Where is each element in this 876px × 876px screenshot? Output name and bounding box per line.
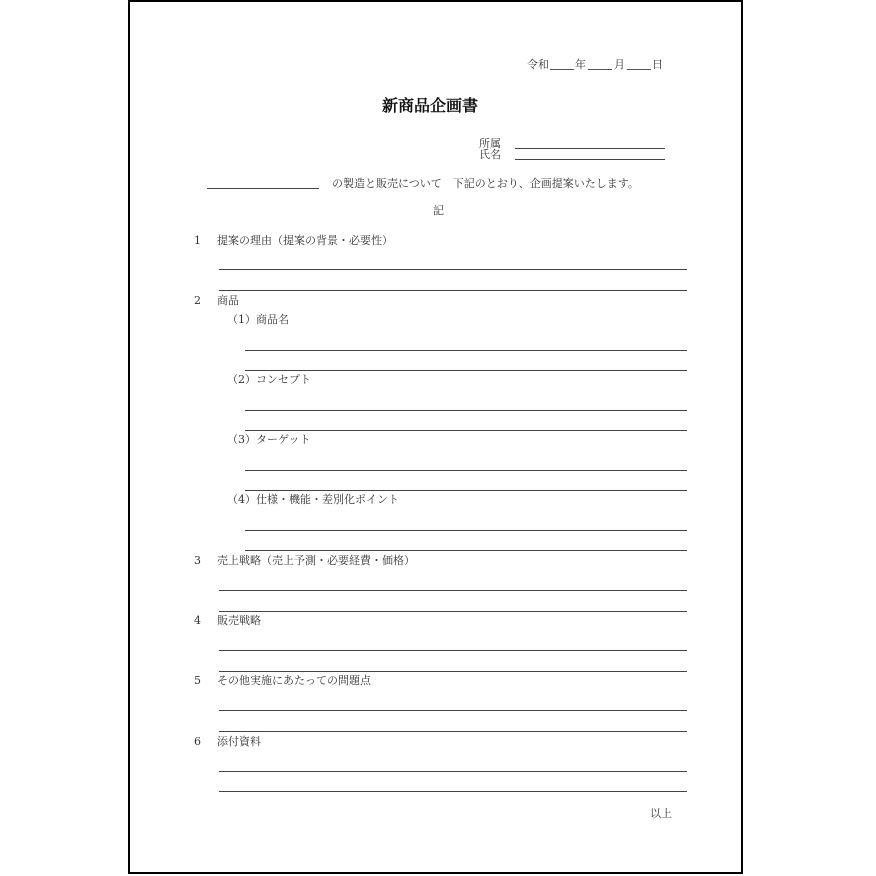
- section-number: 5: [194, 674, 201, 687]
- document-title: 新商品企画書: [382, 96, 479, 115]
- answer-line[interactable]: [245, 530, 687, 531]
- section-label: 提案の理由（提案の背景・必要性）: [217, 234, 393, 247]
- section-label: 商品: [217, 294, 239, 307]
- section-number: 3: [194, 554, 201, 567]
- answer-line[interactable]: [245, 470, 687, 471]
- name-field[interactable]: [515, 159, 665, 160]
- answer-line[interactable]: [245, 490, 687, 491]
- answer-line[interactable]: [245, 410, 687, 411]
- section-label: 販売戦略: [217, 614, 261, 627]
- section-label: 添付資料: [217, 735, 261, 748]
- answer-line[interactable]: [219, 650, 687, 651]
- answer-line[interactable]: [219, 710, 687, 711]
- answer-line[interactable]: [245, 550, 687, 551]
- ki-marker: 記: [433, 204, 444, 217]
- answer-line[interactable]: [245, 370, 687, 371]
- section-label: 売上戦略（売上予測・必要経費・価格）: [217, 554, 415, 567]
- date-year-label: 年: [575, 58, 586, 71]
- section-label: その他実施にあたっての問題点: [217, 674, 371, 687]
- section-number: 2: [194, 294, 201, 307]
- affiliation-label: 所属: [479, 137, 501, 150]
- answer-line[interactable]: [219, 269, 687, 270]
- answer-line[interactable]: [245, 430, 687, 431]
- subsection-label: （2）コンセプト: [227, 373, 311, 386]
- subsection-label: （3）ターゲット: [227, 433, 311, 446]
- affiliation-field[interactable]: [515, 148, 665, 149]
- answer-line[interactable]: [245, 350, 687, 351]
- answer-line[interactable]: [219, 771, 687, 772]
- product-name-blank[interactable]: [207, 188, 319, 189]
- answer-line[interactable]: [219, 791, 687, 792]
- answer-line[interactable]: [219, 611, 687, 612]
- date-month-label: 月: [614, 58, 625, 71]
- answer-line[interactable]: [219, 290, 687, 291]
- date-day-blank[interactable]: [627, 69, 651, 70]
- intro-text: の製造と販売について 下記のとおり、企画提案いたします。: [332, 177, 639, 190]
- document-page: [128, 0, 743, 874]
- subsection-label: （4）仕様・機能・差別化ポイント: [227, 493, 399, 506]
- date-day-label: 日: [652, 58, 663, 71]
- section-number: 6: [194, 735, 201, 748]
- answer-line[interactable]: [219, 671, 687, 672]
- name-label: 氏名: [479, 148, 501, 161]
- answer-line[interactable]: [219, 731, 687, 732]
- date-era: 令和: [527, 58, 549, 71]
- date-month-blank[interactable]: [588, 69, 612, 70]
- section-number: 1: [194, 234, 201, 247]
- section-number: 4: [194, 614, 201, 627]
- closing-text: 以上: [650, 807, 672, 820]
- date-year-blank[interactable]: [550, 69, 574, 70]
- subsection-label: （1）商品名: [227, 313, 289, 326]
- answer-line[interactable]: [219, 590, 687, 591]
